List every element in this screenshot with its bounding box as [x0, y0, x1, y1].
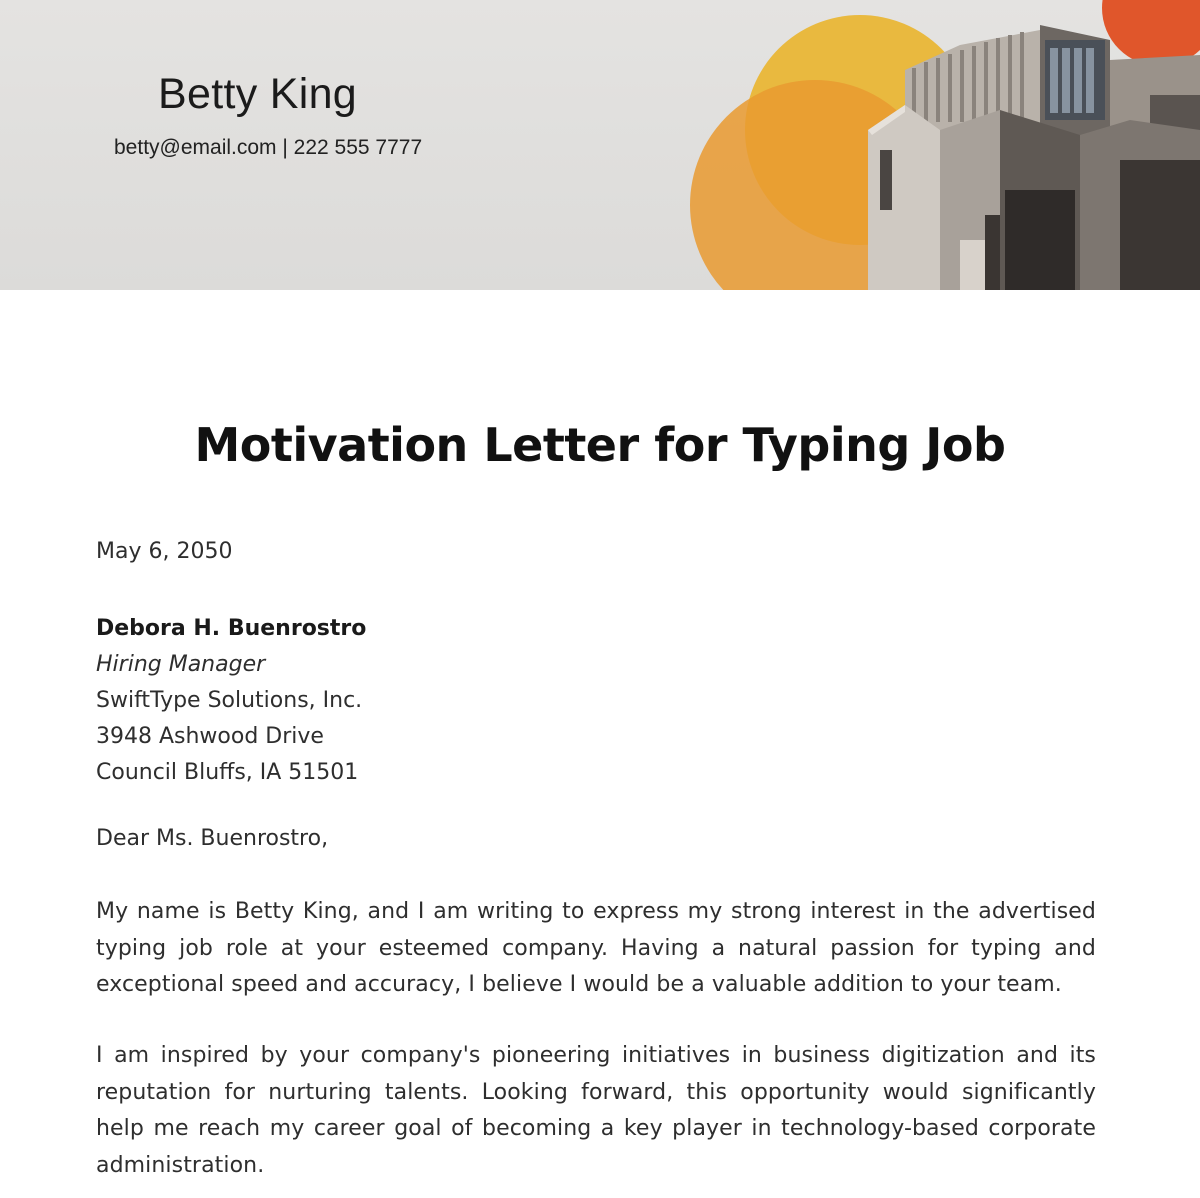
recipient-company: SwiftType Solutions, Inc. [96, 688, 363, 713]
paragraph-2-line: help me reach my career goal of becoming a key player in technology-based corporate [96, 1116, 1096, 1141]
paragraph-2-line: reputation for nurturing talents. Looking forward, this opportunity would significantly [96, 1079, 1096, 1105]
paragraph-2-line: I am inspired by your company's pioneering initiatives in business digitization and its [96, 1043, 1096, 1068]
recipient-block [96, 611, 1096, 791]
building-photo [868, 25, 1200, 290]
recipient-title: Hiring Manager [96, 652, 266, 677]
paragraph-1-line: typing job role at your esteemed company. Having a natural passion for typing and [96, 935, 1096, 961]
paragraph-2 [96, 1038, 1096, 1184]
salutation: Dear Ms. Buenrostro, [96, 826, 329, 851]
paragraph-1-line: exceptional speed and accuracy, I believe I would be a valuable addition to your team. [96, 972, 1062, 997]
paragraph-1-line: My name is Betty King, and I am writing to express my strong interest in the advertised [96, 899, 1096, 924]
letter-date: May 6, 2050 [96, 539, 233, 564]
recipient-address-line1: 3948 Ashwood Drive [96, 724, 324, 749]
sender-contact: betty@email.com | 222 555 7777 [114, 136, 423, 159]
sender-name: Betty King [158, 70, 357, 118]
recipient-name: Debora H. Buenrostro [96, 616, 367, 641]
paragraph-1 [96, 894, 1096, 1004]
paragraph-2-line: administration. [96, 1152, 265, 1178]
document-title: Motivation Letter for Typing Job [194, 418, 1006, 472]
letter-header [0, 0, 1200, 290]
recipient-address-line2: Council Bluffs, IA 51501 [96, 760, 359, 785]
